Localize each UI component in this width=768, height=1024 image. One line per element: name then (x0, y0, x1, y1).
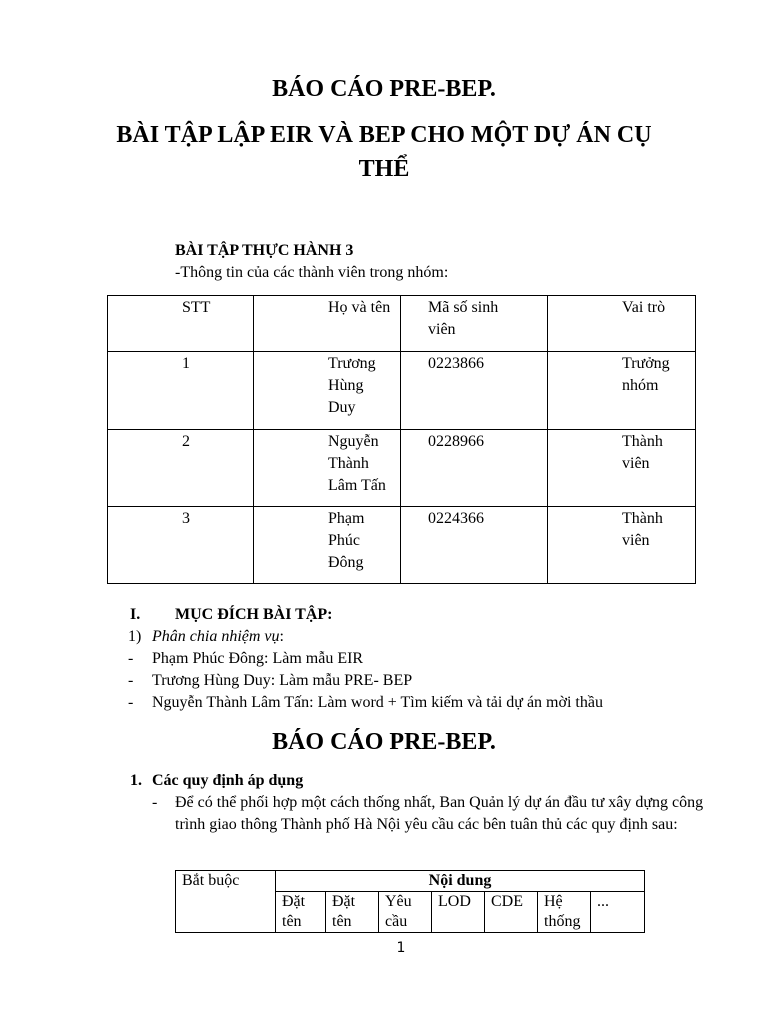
page-number: 1 (396, 940, 406, 956)
task-item: Trương Hùng Duy: Làm mẫu PRE- BEP (152, 672, 413, 689)
exercise-heading: BÀI TẬP THỰC HÀNH 3 (175, 242, 354, 259)
rules-subheader: Hệ thống (538, 892, 591, 933)
row-name: Phạm Phúc Đông (328, 510, 365, 571)
section1-title: MỤC ĐÍCH BÀI TẬP: (175, 606, 333, 623)
table-row (108, 352, 696, 430)
rules-subheader: Yêu cầu (379, 892, 432, 933)
row-stt: 2 (182, 433, 190, 450)
rules-group-header: Nội dung (276, 871, 645, 892)
bullet-dash: - (128, 694, 134, 711)
rules-col-mandatory: Bắt buộc (176, 871, 276, 933)
document-title: BÁO CÁO PRE-BEP. (272, 76, 496, 102)
row-name: Trương Hùng Duy (328, 355, 376, 416)
table-header-row (108, 296, 696, 352)
row-name: Nguyễn Thành Lâm Tấn (328, 433, 386, 494)
members-table (107, 295, 696, 584)
row-student-id: 0228966 (428, 433, 484, 450)
header-name: Họ và tên (328, 299, 391, 316)
row-stt: 3 (182, 510, 190, 527)
row-role: Trưởng nhóm (622, 355, 670, 394)
bullet-dash: - (128, 672, 134, 689)
task-item: Nguyễn Thành Lâm Tấn: Làm word + Tìm kiếm và tải dự án mời thầu (152, 694, 603, 711)
header-role: Vai trò (622, 299, 666, 316)
rules-subheader: Đặt tên (276, 892, 326, 933)
header-stt: STT (182, 299, 211, 316)
section1-number: I. (130, 606, 141, 623)
table-row (108, 430, 696, 507)
task-label-line (152, 626, 284, 648)
task-colon: : (279, 628, 284, 645)
row-role: Thành viên (622, 510, 663, 549)
rules-heading: Các quy định áp dụng (152, 772, 304, 789)
header-student-id: Mã số sinh viên (428, 299, 499, 338)
task-number: 1) (128, 628, 142, 645)
bullet-dash: - (128, 650, 134, 667)
rules-table (175, 870, 645, 933)
rules-paragraph: Để có thể phối hợp một cách thống nhất, Ban Quản lý dự án đầu tư xây dựng công trình giao thông Thành phố Hà Nội yêu cầu các bên tuân thủ các quy định sau: (175, 794, 704, 833)
row-student-id: 0224366 (428, 510, 484, 527)
rules-subheader: ... (591, 892, 645, 933)
table-row (108, 507, 696, 584)
rules-subheader: Đặt tên (326, 892, 379, 933)
document-subtitle: BÀI TẬP LẬP EIR VÀ BEP CHO MỘT DỰ ÁN CỤ THỂ (116, 122, 652, 182)
members-intro: -Thông tin của các thành viên trong nhóm: (175, 264, 449, 281)
row-student-id: 0223866 (428, 355, 484, 372)
rules-number: 1. (130, 772, 142, 789)
rules-subheader: LOD (432, 892, 485, 933)
task-item: Phạm Phúc Đông: Làm mẫu EIR (152, 650, 364, 667)
bullet-dash: - (152, 794, 158, 811)
row-stt: 1 (182, 355, 190, 372)
rules-subheader: CDE (485, 892, 538, 933)
report-title: BÁO CÁO PRE-BEP. (272, 729, 496, 755)
task-label: Phân chia nhiệm vụ (152, 628, 280, 645)
row-role: Thành viên (622, 433, 663, 472)
rules-header-row (176, 871, 645, 892)
